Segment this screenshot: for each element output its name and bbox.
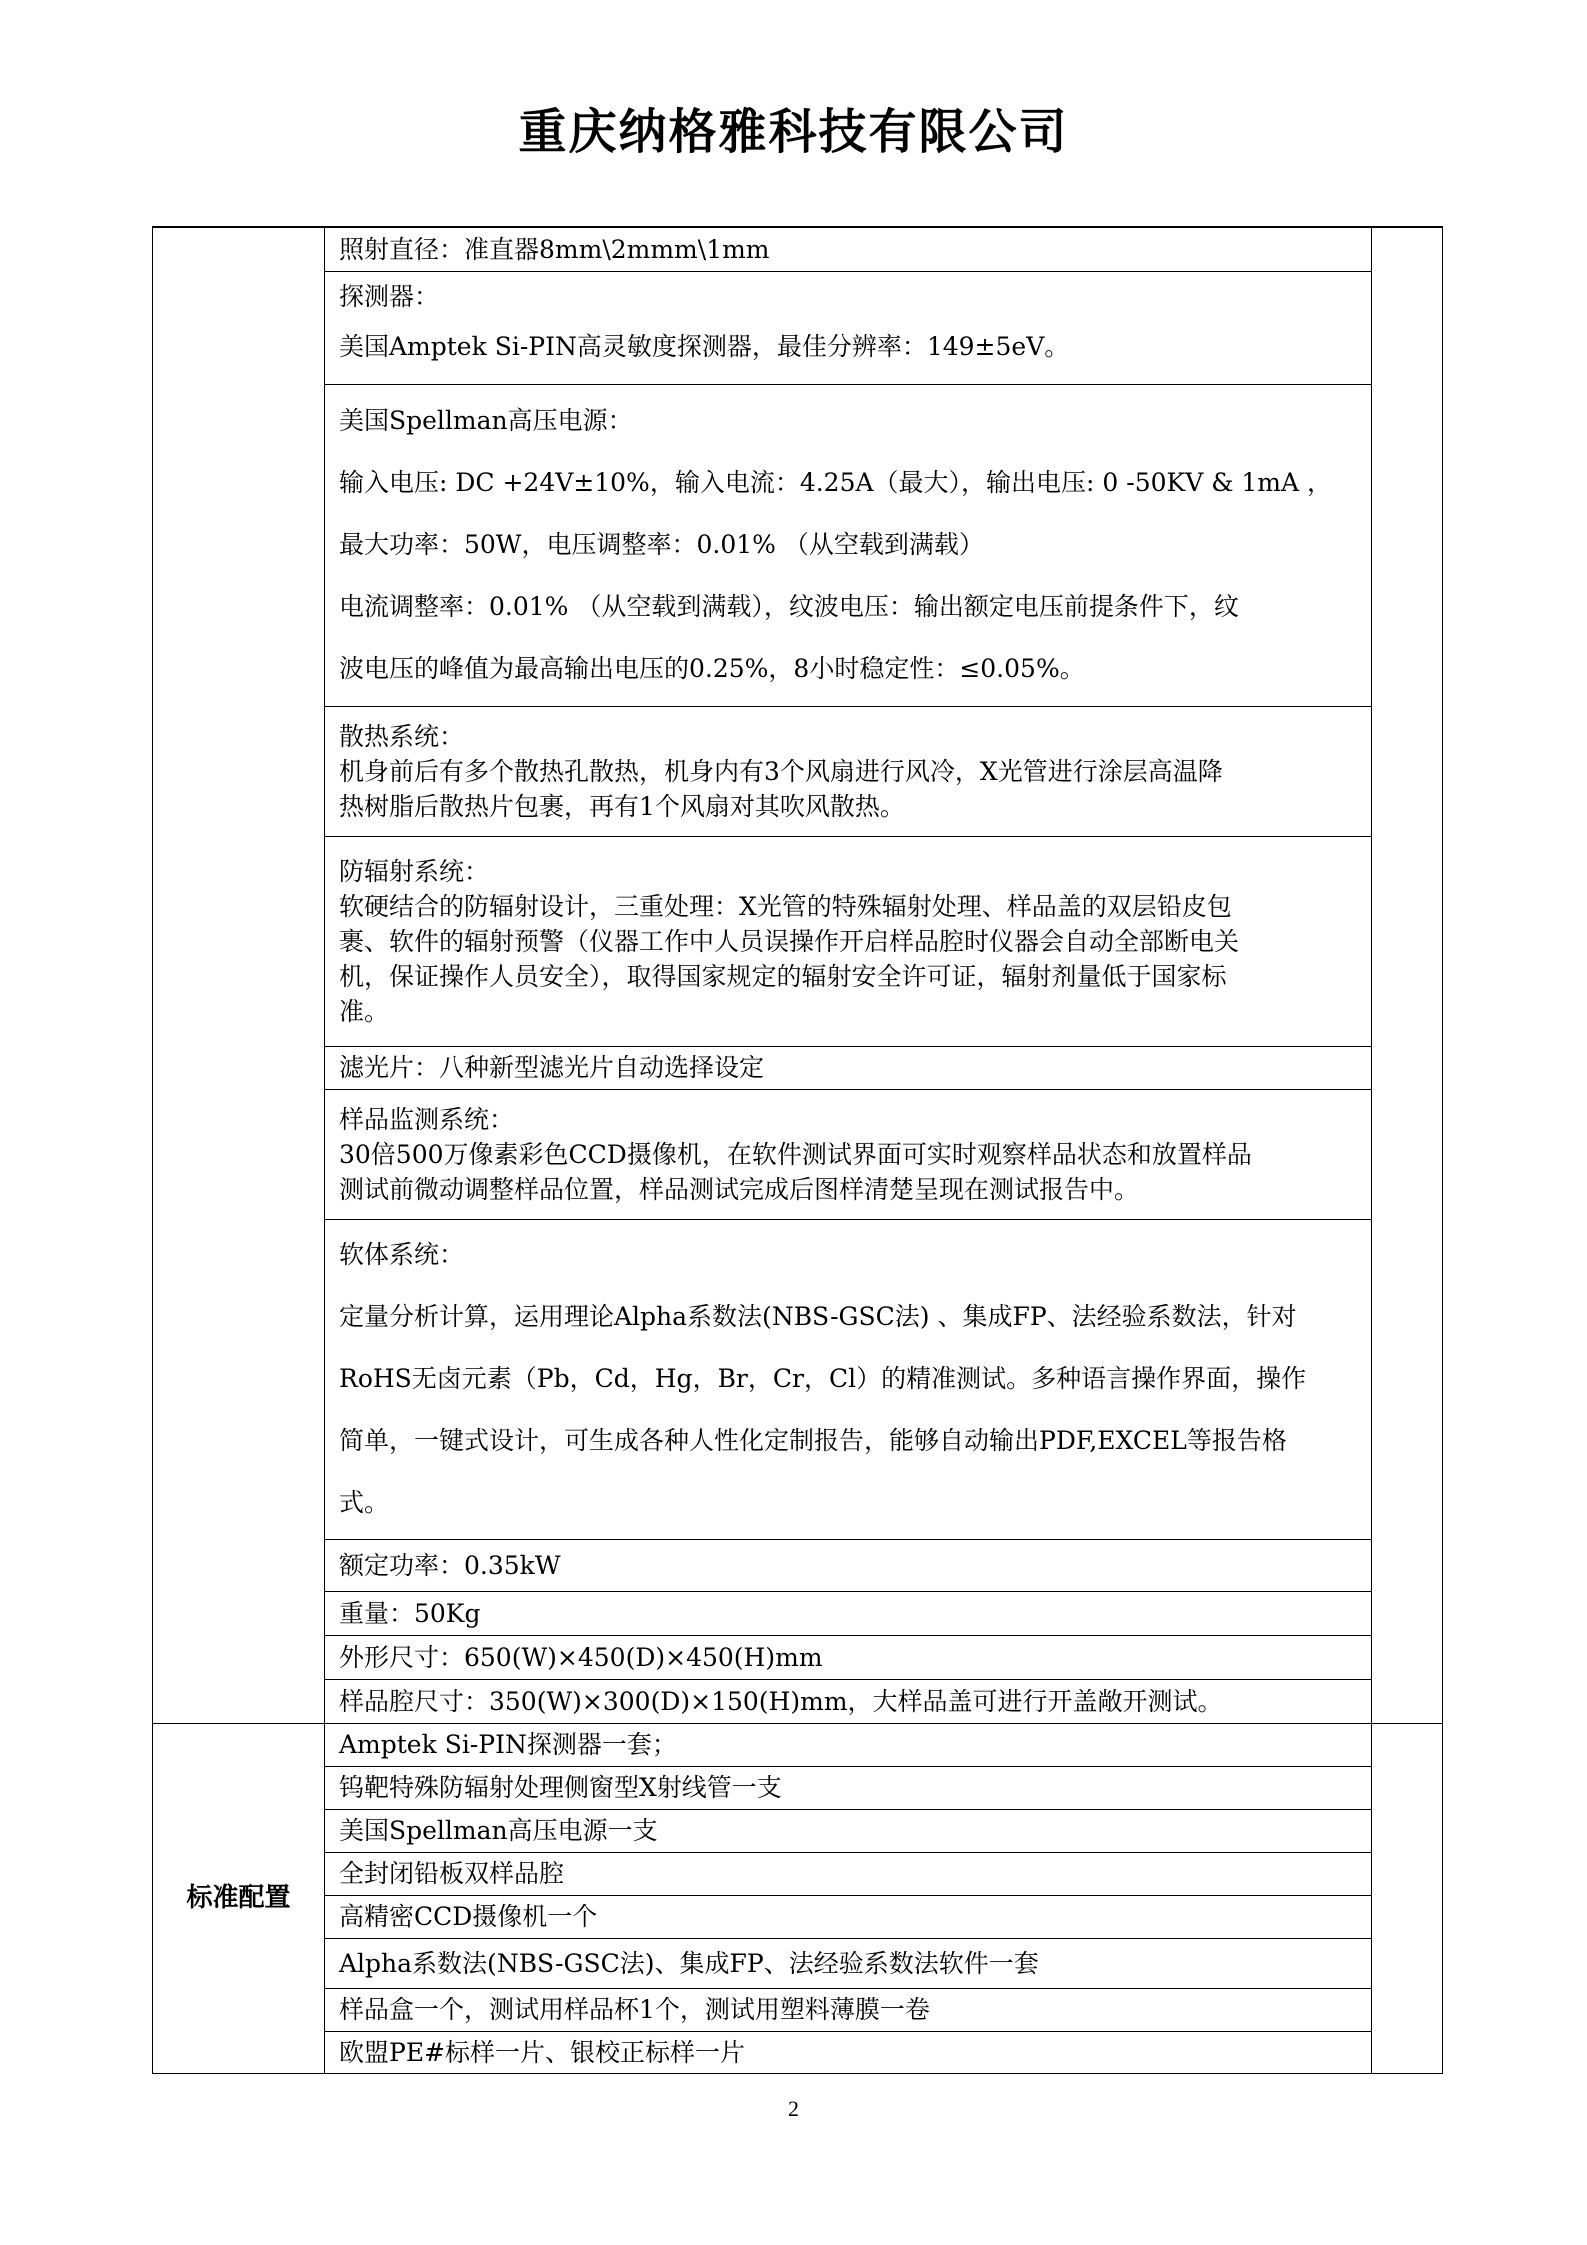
- spec-line: 美国Amptek Si-PIN高灵敏度探测器，最佳分辨率：149±5eV。: [339, 331, 1070, 361]
- standard-config-label: 标准配置: [153, 1723, 325, 2073]
- spec-cell: [325, 1679, 1372, 1723]
- spec-line: 定量分析计算，运用理论Alpha系数法(NBS-GSC法) 、集成FP、法经验系数法，针对: [339, 1302, 1297, 1331]
- spec-extra-cell: [1372, 227, 1443, 1723]
- spec-row-dimensions: [153, 1635, 1443, 1679]
- spec-line: 滤光片：八种新型滤光片自动选择设定: [339, 1053, 765, 1082]
- spec-line: 电流调整率：0.01% （从空载到满载），纹波电压：输出额定电压前提条件下，纹: [339, 592, 1239, 621]
- spec-cell: [325, 384, 1372, 706]
- spec-label-cell: [153, 227, 325, 1723]
- spec-line: 波电压的峰值为最高输出电压的0.25%，8小时稳定性：≤0.05%。: [339, 654, 1085, 683]
- config-item: [325, 1723, 1372, 1766]
- config-item-text: 美国Spellman高压电源一支: [339, 1816, 658, 1845]
- spec-line: 散热系统：: [339, 721, 465, 751]
- spec-line: 机，保证操作人员安全），取得国家规定的辐射安全许可证，辐射剂量低于国家标: [339, 961, 1227, 991]
- spec-line: 样品腔尺寸：350(W)×300(D)×150(H)mm，大样品盖可进行开盖敞开测试。: [339, 1686, 1223, 1716]
- spec-cell: [325, 1591, 1372, 1635]
- spec-line: 简单，一键式设计，可生成各种人性化定制报告，能够自动输出PDF,EXCEL等报告格: [339, 1426, 1287, 1455]
- config-row: [153, 1723, 1443, 1766]
- config-item: [325, 1895, 1372, 1938]
- spec-cell: [325, 227, 1372, 271]
- company-title: 重庆纳格雅科技有限公司: [518, 104, 1069, 160]
- spec-line: 热树脂后散热片包裹，再有1个风扇对其吹风散热。: [339, 791, 905, 821]
- spec-cell: [325, 706, 1372, 836]
- config-item-text: 高精密CCD摄像机一个: [339, 1902, 598, 1931]
- config-item: [325, 1766, 1372, 1809]
- spec-line: RoHS无卤元素（Pb，Cd，Hg，Br，Cr，Cl）的精准测试。多种语言操作界面，操作: [339, 1364, 1307, 1393]
- spec-line: 最大功率：50W，电压调整率：0.01% （从空载到满载）: [339, 530, 984, 559]
- spec-cell: [325, 1089, 1372, 1219]
- spec-line: 输入电压: DC +24V±10%，输入电流：4.25A（最大），输出电压: 0 -50KV & 1mA ，: [339, 468, 1333, 497]
- spec-line: 机身前后有多个散热孔散热，机身内有3个风扇进行风冷，X光管进行涂层高温降: [339, 756, 1223, 786]
- spec-cell: [325, 1539, 1372, 1591]
- config-row: [153, 1809, 1443, 1852]
- spec-row-irradiation-diameter: [153, 227, 1443, 271]
- config-row: [153, 2031, 1443, 2073]
- config-item-text: 欧盟PE#标样一片、银校正标样一片: [339, 2037, 746, 2067]
- config-row: [153, 1895, 1443, 1938]
- config-item: [325, 1988, 1372, 2031]
- spec-line: 测试前微动调整样品位置，样品测试完成后图样清楚呈现在测试报告中。: [339, 1174, 1140, 1204]
- config-extra-cell: [1372, 1723, 1443, 2073]
- config-item-text: Amptek Si-PIN探测器一套；: [339, 1730, 677, 1759]
- spec-cell: [325, 836, 1372, 1046]
- spec-line: 样品监测系统：: [339, 1104, 515, 1134]
- spec-line: 外形尺寸：650(W)×450(D)×450(H)mm: [339, 1642, 823, 1672]
- config-item-text: 全封闭铅板双样品腔: [339, 1859, 565, 1888]
- spec-line: 软体系统：: [339, 1240, 465, 1269]
- spec-row-chamber-size: [153, 1679, 1443, 1723]
- spec-cell: [325, 1219, 1372, 1539]
- config-item: [325, 1809, 1372, 1852]
- spec-row-radiation-protection: [153, 836, 1443, 1046]
- config-item-text: 样品盒一个，测试用样品杯1个，测试用塑料薄膜一卷: [339, 1995, 930, 2024]
- config-row: [153, 1988, 1443, 2031]
- page-number: 2: [788, 2096, 799, 2121]
- spec-line: 美国Spellman高压电源：: [339, 406, 633, 435]
- spec-row-power-supply: [153, 384, 1443, 706]
- config-item-text: Alpha系数法(NBS-GSC法)、集成FP、法经验系数法软件一套: [339, 1948, 1039, 1978]
- spec-line: 防辐射系统：: [339, 856, 490, 886]
- spec-cell: [325, 271, 1372, 384]
- spec-row-rated-power: [153, 1539, 1443, 1591]
- config-item-text: 钨靶特殊防辐射处理侧窗型X射线管一支: [339, 1773, 782, 1802]
- spec-line: 准。: [339, 996, 390, 1026]
- spec-line: 照射直径：准直器8mm\2mmm\1mm: [339, 234, 770, 264]
- config-item: [325, 1938, 1372, 1988]
- spec-row-software: [153, 1219, 1443, 1539]
- spec-line: 裹、软件的辐射预警（仪器工作中人员误操作开启样品腔时仪器会自动全部断电关: [339, 926, 1240, 956]
- spec-row-weight: [153, 1591, 1443, 1635]
- spec-row-filter: [153, 1046, 1443, 1089]
- config-row: [153, 1938, 1443, 1988]
- config-row: [153, 1766, 1443, 1809]
- spec-line: 软硬结合的防辐射设计，三重处理：X光管的特殊辐射处理、样品盖的双层铅皮包: [339, 891, 1232, 921]
- config-item: [325, 2031, 1372, 2073]
- spec-cell: [325, 1635, 1372, 1679]
- spec-row-sample-monitor: [153, 1089, 1443, 1219]
- spec-line: 额定功率：0.35kW: [339, 1550, 561, 1580]
- spec-cell: [325, 1046, 1372, 1089]
- spec-row-detector: [153, 271, 1443, 384]
- spec-line: 探测器：: [339, 281, 440, 311]
- spec-row-cooling: [153, 706, 1443, 836]
- config-row: [153, 1852, 1443, 1895]
- spec-table: [152, 226, 1443, 2074]
- spec-line: 重量：50Kg: [339, 1598, 481, 1628]
- config-item: [325, 1852, 1372, 1895]
- spec-line: 式。: [339, 1488, 390, 1517]
- spec-line: 30倍500万像素彩色CCD摄像机，在软件测试界面可实时观察样品状态和放置样品: [339, 1139, 1252, 1169]
